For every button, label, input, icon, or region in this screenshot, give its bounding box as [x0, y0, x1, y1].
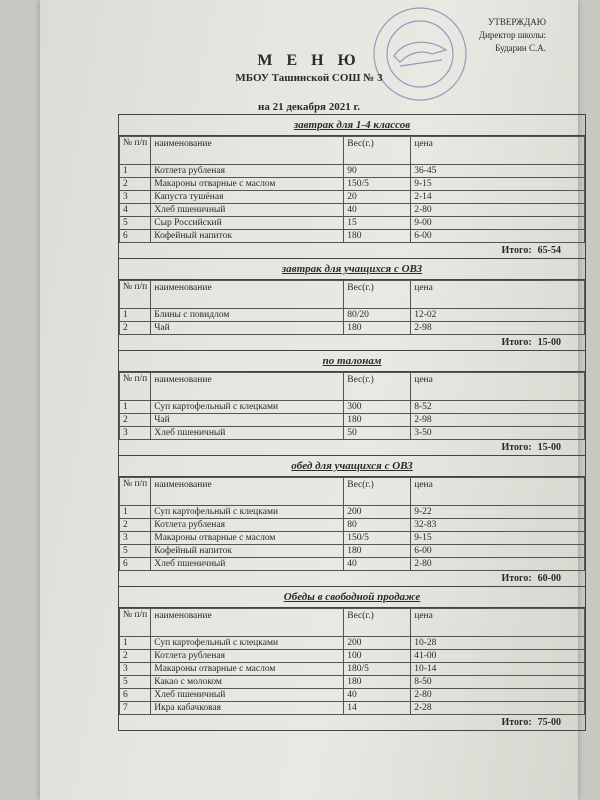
menu-table: [119, 372, 585, 440]
column-header-weight: Вес(г.): [344, 281, 411, 309]
menu-table: [119, 280, 585, 335]
dish-name: Суп картофельный с клецками: [151, 506, 344, 519]
menu-section: [119, 587, 585, 731]
dish-weight: 40: [344, 689, 411, 702]
dish-name: Макароны отварные с маслом: [151, 178, 344, 191]
dish-price: 9-15: [411, 532, 585, 545]
row-number: 2: [120, 650, 151, 663]
dish-weight: 180: [344, 230, 411, 243]
approval-heading: УТВЕРЖДАЮ: [487, 17, 546, 27]
dish-name: Хлеб пшеничный: [151, 427, 344, 440]
dish-name: Хлеб пшеничный: [151, 558, 344, 571]
dish-price: 3-50: [411, 427, 585, 440]
menu-table: [119, 136, 585, 243]
column-header-price: цена: [411, 281, 585, 309]
dish-name: Хлеб пшеничный: [151, 689, 344, 702]
table-row: [120, 217, 585, 230]
column-header-name: наименование: [151, 373, 344, 401]
column-header-price: цена: [411, 478, 585, 506]
dish-weight: 180: [344, 414, 411, 427]
row-number: 5: [120, 676, 151, 689]
menu-section: [119, 351, 585, 456]
column-header-num: № п/п: [120, 373, 151, 401]
dish-price: 32-83: [411, 519, 585, 532]
dish-price: 10-28: [411, 637, 585, 650]
row-number: 1: [120, 309, 151, 322]
table-header-row: [120, 609, 585, 637]
dish-name: Чай: [151, 322, 344, 335]
dish-name: Макароны отварные с маслом: [151, 532, 344, 545]
dish-price: 36-45: [411, 165, 585, 178]
dish-name: Макароны отварные с маслом: [151, 663, 344, 676]
dish-weight: 40: [344, 204, 411, 217]
column-header-num: № п/п: [120, 478, 151, 506]
section-total: [119, 243, 585, 258]
row-number: 7: [120, 702, 151, 715]
dish-weight: 40: [344, 558, 411, 571]
section-title: обед для учащихся с ОВЗ: [119, 456, 585, 477]
table-header-row: [120, 478, 585, 506]
dish-price: 6-00: [411, 230, 585, 243]
dish-price: 2-80: [411, 689, 585, 702]
dish-price: 2-80: [411, 558, 585, 571]
row-number: 3: [120, 427, 151, 440]
total-value: 65-54: [537, 245, 561, 256]
menu-section: [119, 456, 585, 587]
dish-price: 41-00: [411, 650, 585, 663]
dish-name: Котлета рубленая: [151, 650, 344, 663]
row-number: 2: [120, 414, 151, 427]
menu-table: [119, 608, 585, 715]
table-row: [120, 322, 585, 335]
dish-weight: 200: [344, 506, 411, 519]
table-row: [120, 230, 585, 243]
dish-name: Блины с повидлом: [151, 309, 344, 322]
dish-weight: 80: [344, 519, 411, 532]
table-row: [120, 532, 585, 545]
table-row: [120, 545, 585, 558]
dish-name: Суп картофельный с клецками: [151, 637, 344, 650]
table-row: [120, 204, 585, 217]
dish-price: 8-52: [411, 401, 585, 414]
section-total: [119, 335, 585, 350]
section-total: [119, 571, 585, 586]
dish-price: 2-98: [411, 322, 585, 335]
row-number: 1: [120, 401, 151, 414]
dish-price: 9-15: [411, 178, 585, 191]
table-row: [120, 558, 585, 571]
dish-weight: 180/5: [344, 663, 411, 676]
dish-weight: 90: [344, 165, 411, 178]
approval-block: [456, 16, 546, 55]
column-header-price: цена: [411, 137, 585, 165]
column-header-name: наименование: [151, 478, 344, 506]
dish-weight: 50: [344, 427, 411, 440]
table-row: [120, 414, 585, 427]
dish-name: Котлета рубленая: [151, 519, 344, 532]
row-number: 2: [120, 322, 151, 335]
dish-weight: 180: [344, 545, 411, 558]
total-label: Итого:: [501, 717, 532, 728]
dish-price: 2-14: [411, 191, 585, 204]
table-row: [120, 401, 585, 414]
section-title: Обеды в свободной продаже: [119, 587, 585, 608]
column-header-price: цена: [411, 609, 585, 637]
section-title: завтрак для учащихся с ОВЗ: [119, 259, 585, 280]
table-row: [120, 309, 585, 322]
dish-name: Чай: [151, 414, 344, 427]
total-label: Итого:: [501, 337, 532, 348]
total-label: Итого:: [501, 573, 532, 584]
table-row: [120, 427, 585, 440]
column-header-weight: Вес(г.): [344, 478, 411, 506]
dish-price: 10-14: [411, 663, 585, 676]
table-row: [120, 506, 585, 519]
dish-price: 2-28: [411, 702, 585, 715]
approval-signatory: Бударин С.А.: [495, 43, 546, 53]
school-name: МБОУ Ташинской СОШ № 3: [235, 72, 383, 84]
row-number: 6: [120, 558, 151, 571]
menu-date: на 21 декабря 2021 г.: [257, 101, 361, 113]
row-number: 1: [120, 165, 151, 178]
total-value: 15-00: [537, 442, 561, 453]
dish-weight: 20: [344, 191, 411, 204]
dish-weight: 14: [344, 702, 411, 715]
dish-weight: 100: [344, 650, 411, 663]
dish-weight: 15: [344, 217, 411, 230]
column-header-weight: Вес(г.): [344, 373, 411, 401]
column-header-name: наименование: [151, 609, 344, 637]
row-number: 3: [120, 191, 151, 204]
section-title: по талонам: [119, 351, 585, 372]
approval-position: Директор школы:: [478, 30, 546, 40]
dish-weight: 300: [344, 401, 411, 414]
section-total: [119, 440, 585, 455]
table-row: [120, 178, 585, 191]
dish-name: Капуста тушёная: [151, 191, 344, 204]
menu-sheet: [40, 0, 578, 800]
menu-table-frame: [118, 114, 586, 731]
table-row: [120, 663, 585, 676]
dish-price: 9-22: [411, 506, 585, 519]
column-header-name: наименование: [151, 137, 344, 165]
dish-price: 6-00: [411, 545, 585, 558]
table-row: [120, 191, 585, 204]
dish-price: 12-02: [411, 309, 585, 322]
column-header-weight: Вес(г.): [344, 137, 411, 165]
dish-weight: 180: [344, 676, 411, 689]
dish-name: Икра кабачковая: [151, 702, 344, 715]
section-title: завтрак для 1-4 классов: [119, 115, 585, 136]
table-header-row: [120, 373, 585, 401]
column-header-num: № п/п: [120, 137, 151, 165]
table-row: [120, 637, 585, 650]
column-header-num: № п/п: [120, 281, 151, 309]
row-number: 6: [120, 230, 151, 243]
menu-section: [119, 115, 585, 259]
dish-name: Кофейный напиток: [151, 230, 344, 243]
dish-weight: 80/20: [344, 309, 411, 322]
row-number: 6: [120, 689, 151, 702]
total-value: 15-00: [537, 337, 561, 348]
dish-price: 8-50: [411, 676, 585, 689]
table-row: [120, 650, 585, 663]
dish-price: 2-98: [411, 414, 585, 427]
column-header-weight: Вес(г.): [344, 609, 411, 637]
dish-weight: 180: [344, 322, 411, 335]
dish-name: Сыр Российский: [151, 217, 344, 230]
row-number: 1: [120, 506, 151, 519]
dish-name: Кофейный напиток: [151, 545, 344, 558]
column-header-price: цена: [411, 373, 585, 401]
dish-weight: 150/5: [344, 178, 411, 191]
total-value: 60-00: [537, 573, 561, 584]
dish-name: Хлеб пшеничный: [151, 204, 344, 217]
table-row: [120, 519, 585, 532]
dish-name: Котлета рубленая: [151, 165, 344, 178]
menu-table: [119, 477, 585, 571]
section-total: [119, 715, 585, 730]
dish-price: 9-00: [411, 217, 585, 230]
row-number: 2: [120, 519, 151, 532]
total-label: Итого:: [501, 442, 532, 453]
row-number: 5: [120, 545, 151, 558]
total-value: 75-00: [537, 717, 561, 728]
row-number: 5: [120, 217, 151, 230]
row-number: 1: [120, 637, 151, 650]
dish-weight: 150/5: [344, 532, 411, 545]
table-header-row: [120, 281, 585, 309]
table-row: [120, 676, 585, 689]
table-row: [120, 702, 585, 715]
dish-weight: 200: [344, 637, 411, 650]
table-row: [120, 165, 585, 178]
dish-name: Какао с молоком: [151, 676, 344, 689]
dish-price: 2-80: [411, 204, 585, 217]
page-title: М Е Н Ю: [257, 52, 361, 69]
row-number: 4: [120, 204, 151, 217]
row-number: 2: [120, 178, 151, 191]
table-header-row: [120, 137, 585, 165]
menu-section: [119, 259, 585, 351]
table-row: [120, 689, 585, 702]
dish-name: Суп картофельный с клецками: [151, 401, 344, 414]
column-header-name: наименование: [151, 281, 344, 309]
total-label: Итого:: [501, 245, 532, 256]
row-number: 3: [120, 532, 151, 545]
column-header-num: № п/п: [120, 609, 151, 637]
row-number: 3: [120, 663, 151, 676]
